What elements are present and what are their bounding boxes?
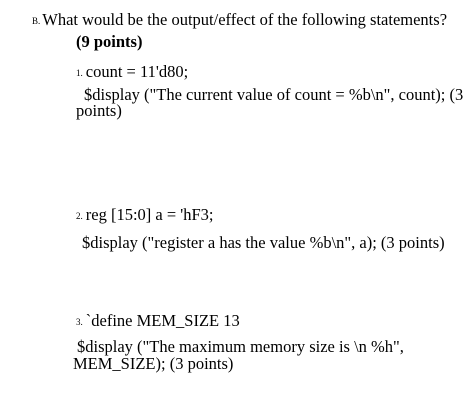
item-1-statement-line (76, 62, 188, 83)
question-marker: B. (32, 16, 41, 26)
item-1-display-line1: $display ("The current value of count = %b\n", count); (3 (84, 85, 464, 104)
item-2-statement-line (76, 205, 214, 226)
item-1-display-line2: points) (76, 101, 122, 120)
item-2-number: 2. (76, 211, 83, 221)
item-3-statement-line (76, 311, 240, 332)
item-2-statement: reg [15:0] a = 'hF3; (85, 205, 214, 224)
item-1-number: 1. (76, 68, 83, 78)
item-1-statement: count = 11'd80; (85, 62, 189, 81)
item-3-display-line2: MEM_SIZE); (3 points) (73, 354, 234, 373)
item-3-number: 3. (76, 317, 83, 327)
item-2-display-line1: $display ("register a has the value %b\n", a); (3 points) (82, 233, 445, 252)
question-points: (9 points) (76, 32, 143, 51)
question-title: What would be the output/effect of the following statements? (42, 10, 448, 29)
question-title-line (32, 10, 447, 31)
item-3-display-line1: $display ("The maximum memory size is \n %h", (77, 337, 404, 356)
item-3-statement: `define MEM_SIZE 13 (85, 311, 240, 330)
